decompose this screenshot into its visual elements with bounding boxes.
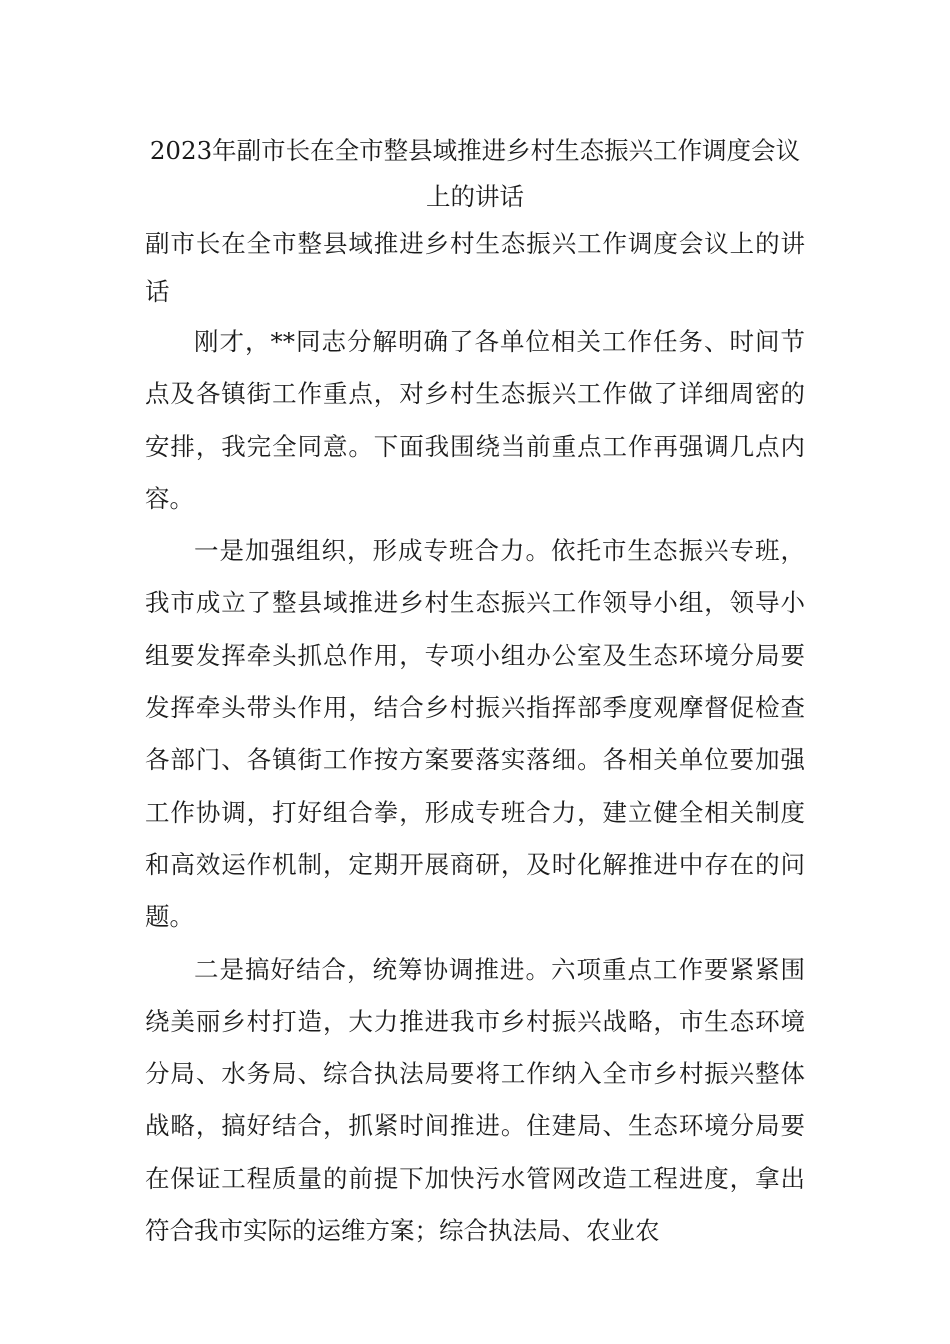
paragraph-intro: 刚才，**同志分解明确了各单位相关工作任务、时间节点及各镇街工作重点，对乡村生态振兴工作做了详细周密的安排，我完全同意。下面我围绕当前重点工作再强调几点内容。: [145, 327, 805, 513]
document-body: [145, 128, 805, 1257]
paragraph-point-two: 二是搞好结合，统筹协调推进。六项重点工作要紧紧围绕美丽乡村打造，大力推进我市乡村振兴战略，市生态环境分局、水务局、综合执法局要将工作纳入全市乡村振兴整体战略，搞好结合，抓紧时间推进。住建局、生态环境分局要在保证工程质量的前提下加快污水管网改造工程进度，拿出符合我市实际的运维方案；综合执法局、农业农: [145, 954, 805, 1246]
document-subtitle: 副市长在全市整县域推进乡村生态振兴工作调度会议上的讲话: [145, 229, 805, 306]
paragraph-point-one: 一是加强组织，形成专班合力。依托市生态振兴专班，我市成立了整县域推进乡村生态振兴工作领导小组，领导小组要发挥牵头抓总作用，专项小组办公室及生态环境分局要发挥牵头带头作用，结合乡村振兴指挥部季度观摩督促检查各部门、各镇街工作按方案要落实落细。各相关单位要加强工作协调，打好组合拳，形成专班合力，建立健全相关制度和高效运作机制，定期开展商研，及时化解推进中存在的问题。: [145, 536, 805, 932]
document-title: 2023年副市长在全市整县域推进乡村生态振兴工作调度会议上的讲话: [149, 136, 801, 211]
